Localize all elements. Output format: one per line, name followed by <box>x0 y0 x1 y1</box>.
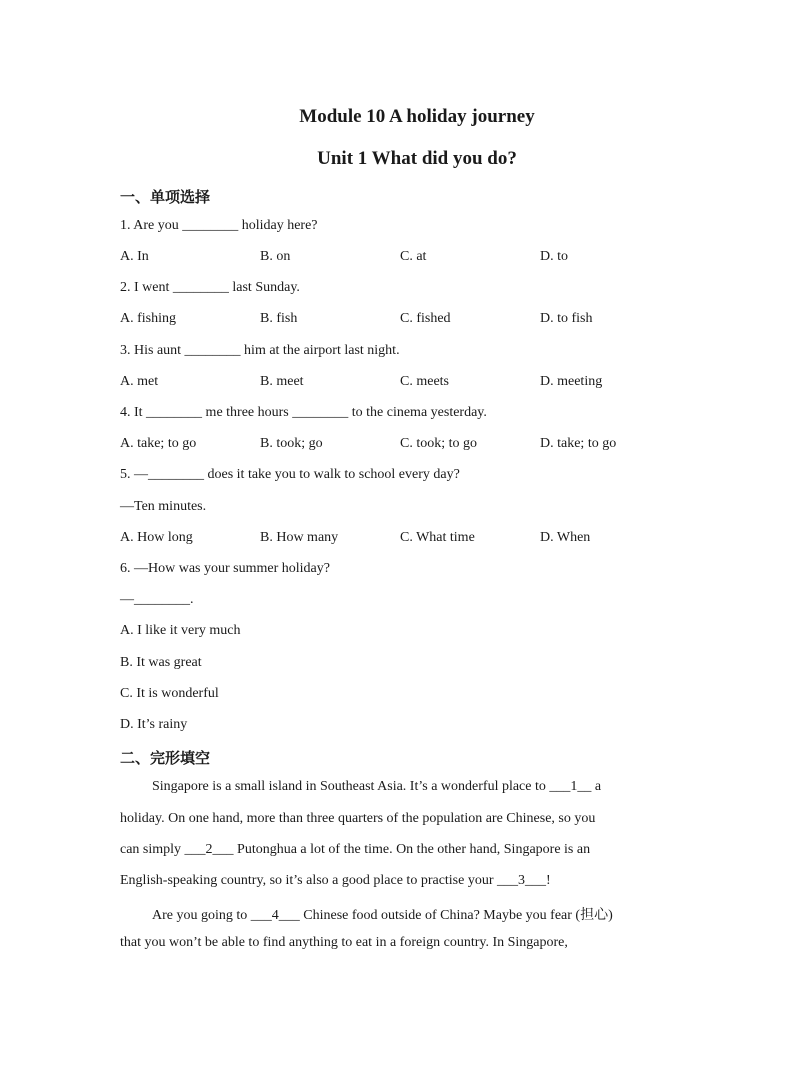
option-a: A. fishing <box>120 311 176 326</box>
question-stem: 2. I went ________ last Sunday. <box>120 280 300 295</box>
passage-line: that you won’t be able to find anything to eat in a foreign country. In Singapore, <box>120 935 568 950</box>
option-c: C. What time <box>400 530 475 545</box>
options-row <box>120 436 680 456</box>
answer-line: —Ten minutes. <box>120 499 207 514</box>
option-b: B. How many <box>260 530 339 545</box>
option-a: A. In <box>120 249 149 264</box>
passage-line: Singapore is a small island in Southeast Asia. It’s a wonderful place to ___1__ a <box>152 779 602 794</box>
option-d: D. It’s rainy <box>120 717 188 732</box>
option-a: A. I like it very much <box>120 623 241 638</box>
passage-line: Are you going to ___4___ Chinese food outside of China? Maybe you fear (担心) <box>152 908 613 923</box>
question-stem: 3. His aunt ________ him at the airport last night. <box>120 343 400 358</box>
options-row <box>120 530 680 550</box>
option-c: C. meets <box>400 374 449 389</box>
option-c: C. took; to go <box>400 436 478 451</box>
question-stem: 4. It ________ me three hours ________ to the cinema yesterday. <box>120 405 487 420</box>
option-a: A. How long <box>120 530 193 545</box>
options-row <box>120 249 680 269</box>
page-title: Module 10 A holiday journey <box>299 106 535 127</box>
passage-line: holiday. On one hand, more than three quarters of the population are Chinese, so you <box>120 811 596 826</box>
option-b: B. It was great <box>120 655 202 670</box>
option-d: D. meeting <box>540 374 603 389</box>
section-heading-cloze: 二、完形填空 <box>120 749 211 767</box>
options-row <box>120 374 680 394</box>
passage-line: can simply ___2___ Putonghua a lot of the time. On the other hand, Singapore is an <box>120 842 591 857</box>
answer-line: —________. <box>120 592 194 607</box>
question-stem: 5. —________ does it take you to walk to school every day? <box>120 467 460 482</box>
option-c: C. It is wonderful <box>120 686 219 701</box>
option-d: D. take; to go <box>540 436 617 451</box>
option-b: B. on <box>260 249 291 264</box>
question-stem: 6. —How was your summer holiday? <box>120 561 330 576</box>
option-d: D. to <box>540 249 568 264</box>
question-stem: 1. Are you ________ holiday here? <box>120 218 318 233</box>
passage-line: English-speaking country, so it’s also a good place to practise your ___3___! <box>120 873 551 888</box>
option-b: B. meet <box>260 374 304 389</box>
option-c: C. fished <box>400 311 451 326</box>
option-a: A. met <box>120 374 159 389</box>
option-c: C. at <box>400 249 427 264</box>
option-b: B. fish <box>260 311 298 326</box>
option-d: D. to fish <box>540 311 593 326</box>
option-d: D. When <box>540 530 591 545</box>
option-a: A. take; to go <box>120 436 197 451</box>
options-row <box>120 311 680 331</box>
page-subtitle: Unit 1 What did you do? <box>317 148 517 169</box>
option-b: B. took; go <box>260 436 323 451</box>
section-heading-multiple-choice: 一、单项选择 <box>120 188 211 206</box>
